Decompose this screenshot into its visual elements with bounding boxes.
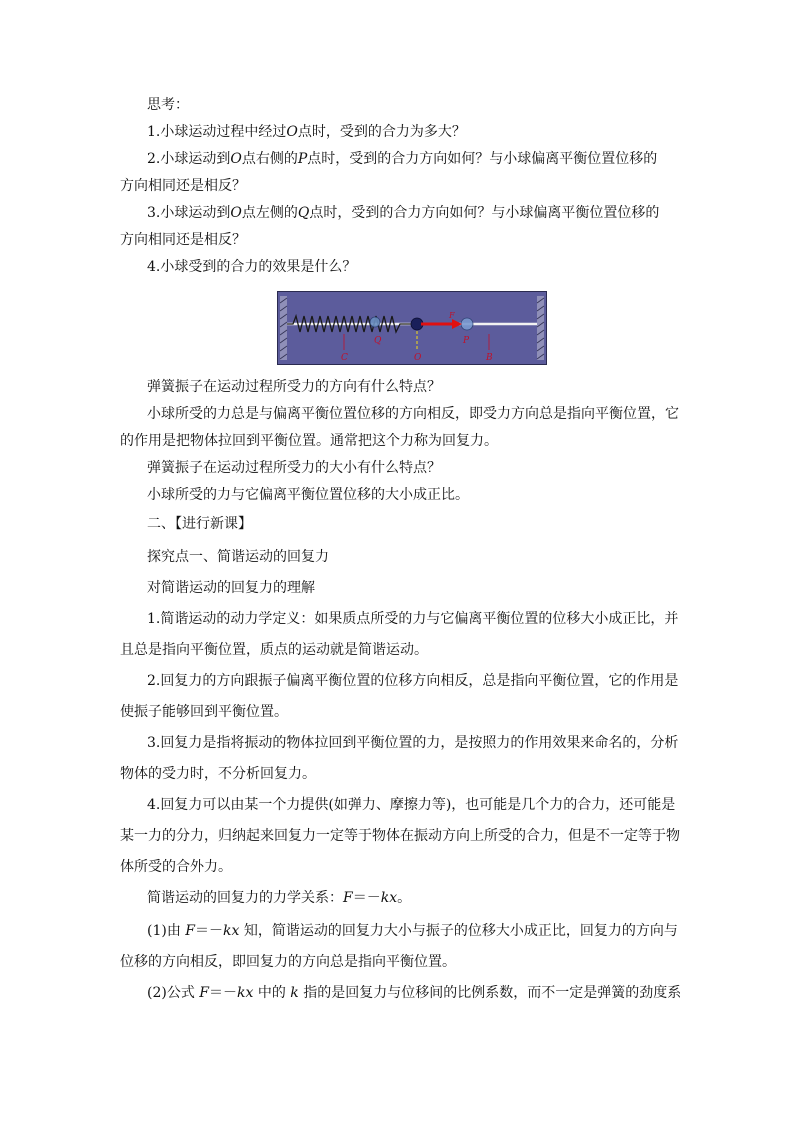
question-3: 3.小球运动到O点左侧的Q点时，受到的合力方向如何？与小球偏离平衡位置位移的 — [147, 205, 660, 221]
label-f: F — [449, 311, 455, 320]
question-2: 2.小球运动到O点右侧的P点时，受到的合力方向如何？与小球偏离平衡位置位移的 — [147, 151, 658, 167]
question-4: 4.小球受到的合力的效果是什么？ — [147, 259, 357, 275]
item-3: 3.回复力是指将振动的物体拉回到平衡位置的力，是按照力的作用效果来命名的，分析 — [147, 735, 679, 751]
item-4-cont: 某一力的分力，归纳起来回复力一定等于物体在振动方向上所受的合力，但是不一定等于物 — [120, 828, 680, 844]
label-c: C — [341, 353, 348, 363]
force-relation: 简谐运动的回复力的力学关系：F＝－kx。 — [147, 890, 412, 906]
label-o: O — [414, 353, 422, 363]
para-force-size-question: 弹簧振子在运动过程所受力的大小有什么特点？ — [147, 460, 441, 476]
label-p: P — [463, 336, 470, 346]
ball-at-q — [370, 317, 380, 327]
question-3-cont: 方向相同还是相反？ — [120, 232, 246, 248]
spring-oscillator-figure — [277, 291, 547, 365]
para-force-direction-question: 弹簧振子在运动过程所受力的方向有什么特点？ — [147, 379, 441, 395]
note-1-cont: 位移的方向相反，即回复力的方向总是指向平衡位置。 — [120, 954, 456, 970]
note-1: (1)由 F＝－kx 知，简谐运动的回复力大小与振子的位移大小成正比，回复力的方向与 — [147, 923, 678, 939]
note-2: (2)公式 F＝－kx 中的 k 指的是回复力与位移间的比例系数，而不一定是弹簧的劲度系 — [147, 985, 682, 1001]
item-4: 4.回复力可以由某一个力提供(如弹力、摩擦力等)，也可能是几个力的合力，还可能是 — [147, 797, 676, 813]
explore-point-1: 探究点一、简谐运动的回复力 — [147, 549, 329, 565]
para-force-size-answer: 小球所受的力与它偏离平衡位置位移的大小成正比。 — [147, 487, 469, 503]
understanding-heading: 对简谐运动的回复力的理解 — [147, 580, 315, 596]
question-1: 1.小球运动过程中经过O点时，受到的合力为多大？ — [147, 124, 466, 140]
item-3-cont: 物体的受力时，不分析回复力。 — [120, 766, 316, 782]
item-1-cont: 且总是指向平衡位置，质点的运动就是简谐运动。 — [120, 642, 428, 658]
item-2: 2.回复力的方向跟振子偏离平衡位置的位移方向相反，总是指向平衡位置，它的作用是 — [147, 673, 679, 689]
label-q: Q — [374, 336, 382, 346]
item-1: 1.简谐运动的动力学定义：如果质点所受的力与它偏离平衡位置的位移大小成正比，并 — [147, 611, 679, 627]
ball-at-p — [461, 318, 473, 330]
item-2-cont: 使振子能够回到平衡位置。 — [120, 704, 288, 720]
label-b: B — [486, 353, 493, 363]
question-2-cont: 方向相同还是相反？ — [120, 178, 246, 194]
think-heading: 思考： — [147, 97, 189, 113]
section-2-heading: 二、【进行新课】 — [147, 516, 252, 532]
para-force-direction-answer: 小球所受的力总是与偏离平衡位置位移的方向相反，即受力方向总是指向平衡位置，它 — [147, 406, 679, 422]
item-4-cont-2: 体所受的合外力。 — [120, 859, 232, 875]
para-force-direction-answer-cont: 的作用是把物体拉回到平衡位置。通常把这个力称为回复力。 — [120, 433, 498, 449]
